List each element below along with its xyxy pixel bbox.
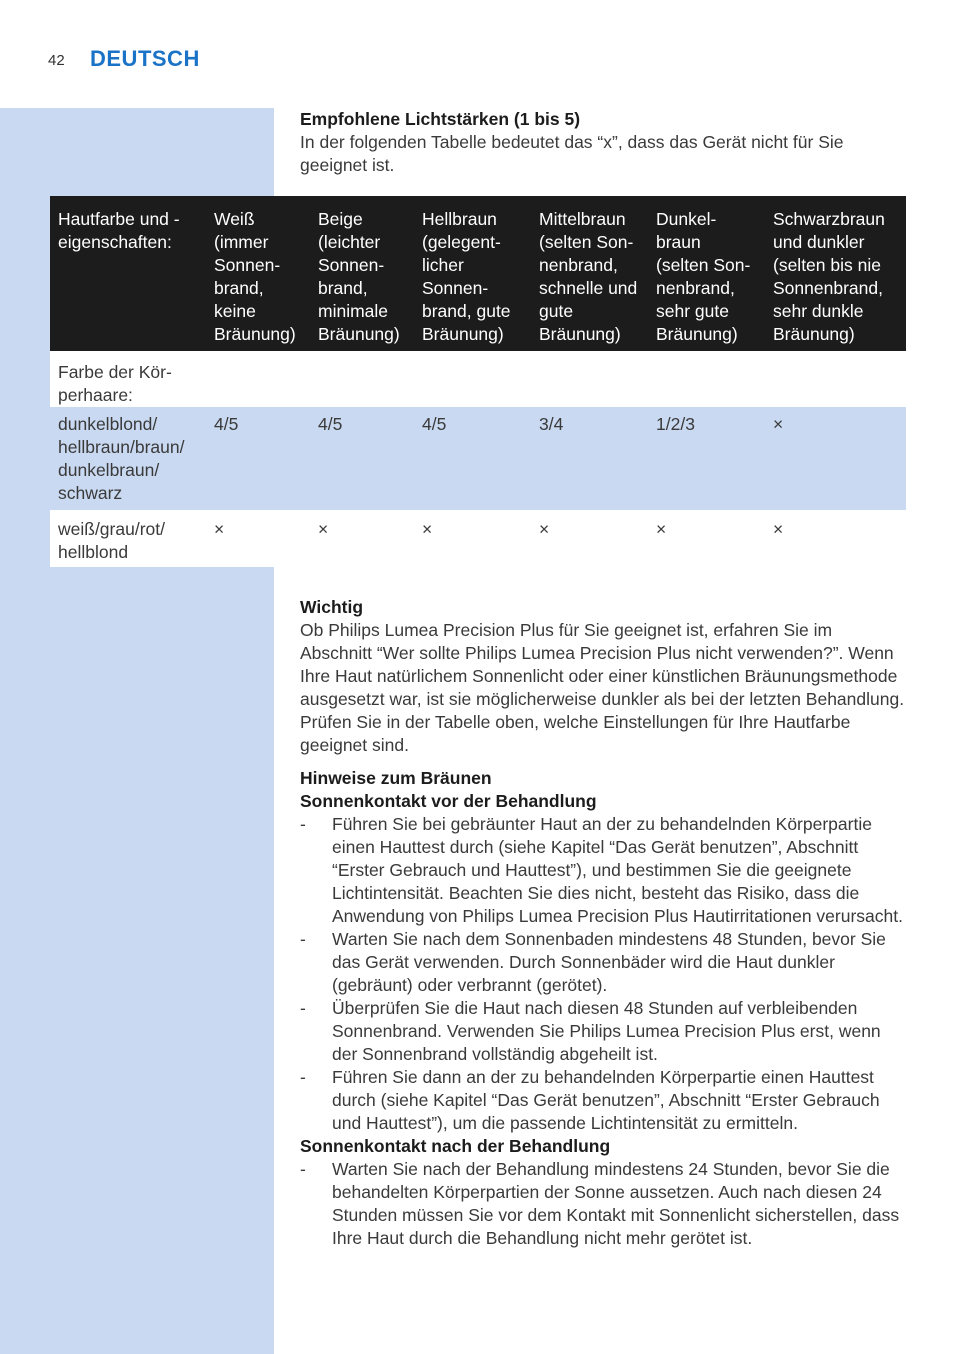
dash-marker: -	[300, 929, 306, 949]
list-item	[300, 1066, 906, 1135]
important-block	[300, 596, 906, 757]
table-header-cell: Hellbraun (gelegent-licher Sonnen-brand, gute Bräunung)	[422, 209, 511, 344]
table-row	[50, 407, 906, 510]
list-item-text: Führen Sie dann an der zu behandelnden Körperpartie einen Hauttest durch (siehe Kapitel “Das Gerät benutzen”, Abschnitt “Erster Gebrauch und Hauttest”), um die passende Lichtintensität zu ermitteln.	[332, 1067, 880, 1133]
dash-marker: -	[300, 998, 306, 1018]
important-title: Wichtig	[300, 597, 364, 617]
table-header-cell: Beige (leichter Sonnen-brand, minimale Bräunung)	[318, 209, 400, 344]
table-row-hair-label	[50, 351, 906, 407]
intro-title: Empfohlene Lichtstärken (1 bis 5)	[300, 109, 581, 129]
tanning-block	[300, 767, 906, 1250]
table-cell: ×	[539, 519, 550, 539]
table-cell: 4/5	[214, 414, 239, 434]
table-cell: 4/5	[422, 414, 447, 434]
page-number: 42	[48, 52, 65, 69]
table-header-row	[50, 196, 906, 351]
table-cell: 4/5	[318, 414, 343, 434]
table-cell: ×	[214, 519, 225, 539]
list-item-text: Führen Sie bei gebräunter Haut an der zu behandelnden Körperpartie einen Hauttest durch (siehe Kapitel “Das Gerät benutzen”, Abschnitt “Erster Gebrauch und Hauttest”), und bestimmen Sie die geeignete Lichtintensität. Beachten Sie dies nicht, besteht das Risiko, dass die Anwendung von Philips Lumea Precision Plus Hautirritationen verursacht.	[332, 814, 903, 926]
table-row	[50, 510, 906, 567]
section-title: DEUTSCH	[90, 46, 200, 71]
body-hair-label: Farbe der Kör-perhaare:	[58, 362, 172, 405]
table-header-cell: Schwarzbraun und dunkler (selten bis nie Sonnenbrand, sehr dunkle Bräunung)	[773, 209, 885, 344]
table-cell: ×	[318, 519, 329, 539]
before-treatment-list	[300, 813, 906, 1135]
dash-marker: -	[300, 1067, 306, 1087]
table-row-label: dunkelblond/ hellbraun/braun/ dunkelbraun/ schwarz	[58, 414, 185, 503]
table-cell: 3/4	[539, 414, 564, 434]
table-cell: ×	[656, 519, 667, 539]
list-item	[300, 813, 906, 928]
list-item-text: Warten Sie nach dem Sonnenbaden mindestens 48 Stunden, bevor Sie das Gerät verwenden. Durch Sonnenbäder wird die Haut dunkler (gebräunt) oder verbrannt (gerötet).	[332, 929, 886, 995]
table-header-cell: Mittelbraun (selten Son-nenbrand, schnelle und gute Bräunung)	[539, 209, 638, 344]
table-header-cell: Weiß (immer Sonnen-brand, keine Bräunung)	[214, 209, 296, 344]
before-treatment-title: Sonnenkontakt vor der Behandlung	[300, 791, 597, 811]
after-treatment-title: Sonnenkontakt nach der Behandlung	[300, 1136, 611, 1156]
list-item	[300, 928, 906, 997]
list-item-text: Warten Sie nach der Behandlung mindestens 24 Stunden, bevor Sie die behandelten Körperpartien der Sonne aussetzen. Auch nach diesen 24 Stunden müssen Sie vor dem Kontakt mit Sonnenlicht sicherstellen, dass Ihre Haut durch die Behandlung nicht mehr gerötet ist.	[332, 1159, 900, 1248]
dash-marker: -	[300, 814, 306, 834]
after-treatment-list	[300, 1158, 906, 1250]
list-item-text: Überprüfen Sie die Haut nach diesen 48 Stunden auf verbleibenden Sonnenbrand. Verwenden Sie Philips Lumea Precision Plus erst, wenn der Sonnenbrand vollständig abgeheilt ist.	[332, 998, 881, 1064]
table-cell: ×	[773, 519, 784, 539]
intro-block	[300, 108, 906, 177]
table-cell: ×	[773, 414, 784, 434]
tanning-title: Hinweise zum Bräunen	[300, 768, 492, 788]
light-intensity-table	[50, 196, 906, 567]
table-row-label: weiß/grau/rot/ hellblond	[58, 519, 165, 562]
table-cell: ×	[422, 519, 433, 539]
dash-marker: -	[300, 1159, 306, 1179]
important-text: Ob Philips Lumea Precision Plus für Sie geeignet ist, erfahren Sie im Abschnitt “Wer sollte Philips Lumea Precision Plus nicht verwenden?”. Wenn Ihre Haut natürlichem Sonnenlicht oder einer künstlichen Bräunungsmethode ausgesetzt war, ist sie möglicherweise dunkler als bei der letzten Behandlung. Prüfen Sie in der Tabelle oben, welche Einstellungen für Ihre Hautfarbe geeignet sind.	[300, 620, 905, 755]
intro-text: In der folgenden Tabelle bedeutet das “x”, dass das Gerät nicht für Sie geeignet ist.	[300, 132, 844, 175]
table-header-cell: Hautfarbe und -eigenschaften:	[58, 209, 180, 252]
list-item	[300, 997, 906, 1066]
table-header-cell: Dunkel-braun (selten Son-nenbrand, sehr gute Bräunung)	[656, 209, 751, 344]
list-item	[300, 1158, 906, 1250]
table-cell: 1/2/3	[656, 414, 695, 434]
